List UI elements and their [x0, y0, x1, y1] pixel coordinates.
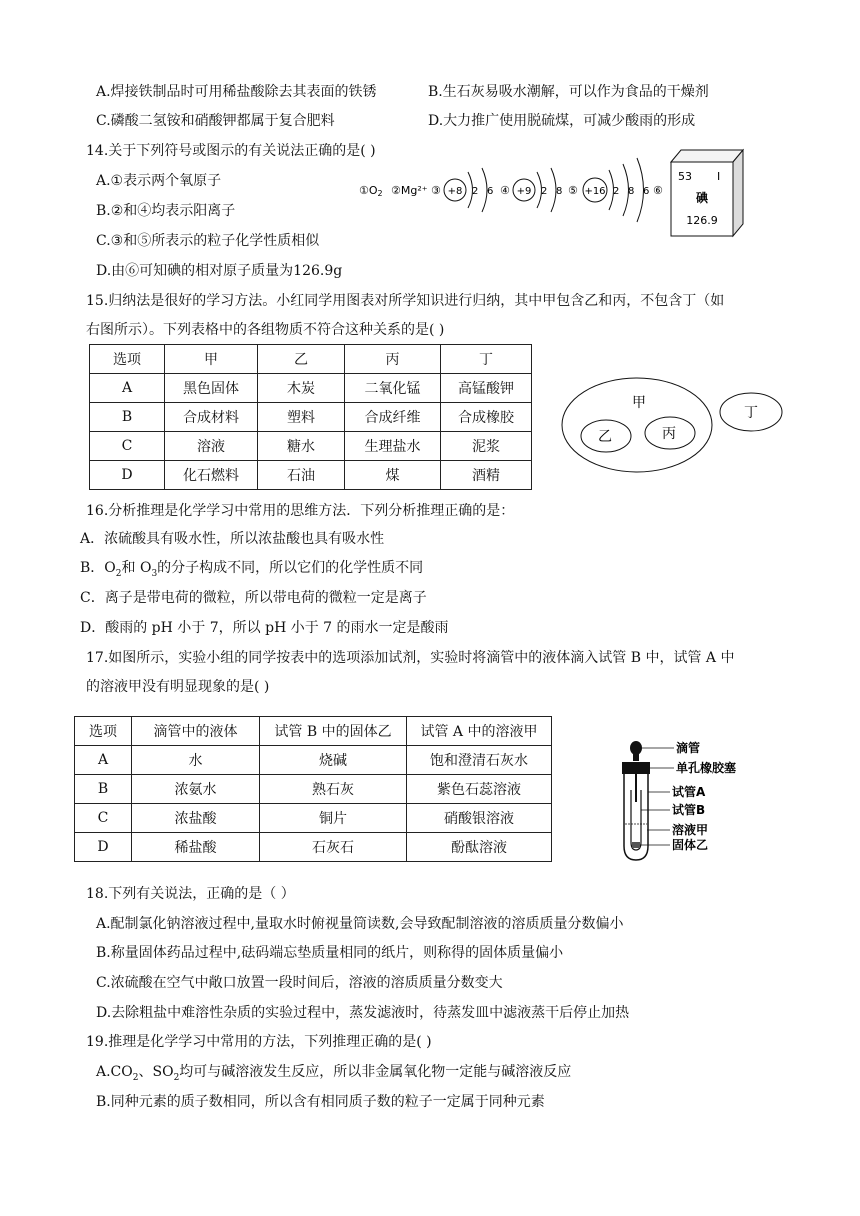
table-cell: 溶液 [165, 432, 258, 461]
header-cell: 试管 A 中的溶液甲 [407, 717, 552, 746]
nucleus-3-charge: +8 [447, 186, 463, 197]
table-cell: 二氧化锰 [345, 374, 441, 403]
set-bing-label: 丙 [662, 426, 676, 442]
electron-count: 6 [643, 186, 650, 197]
table-cell: 饱和澄清石灰水 [407, 746, 552, 775]
solid-yi [632, 842, 640, 848]
electron-count: 2 [613, 186, 620, 197]
table-cell: 合成材料 [165, 403, 258, 432]
q15-stem-line2: 右图所示）。下列表格中的各组物质不符合这种关系的是( ) [86, 322, 445, 338]
table-cell: 化石燃料 [165, 461, 258, 490]
table-row [90, 461, 532, 490]
table-cell: 酚酞溶液 [407, 833, 552, 862]
header-cell: 丙 [345, 345, 441, 374]
q18-stem: 18.下列有关说法，正确的是（ ） [86, 886, 295, 902]
nucleus-5-charge: +16 [584, 186, 606, 197]
q15-set-diagram [560, 370, 800, 480]
q16-option-d: D．酸雨的 pH 小于 7，所以 pH 小于 7 的雨水一定是酸雨 [80, 620, 449, 636]
symbol-3-label: ③ [431, 184, 441, 197]
set-ding-label: 丁 [744, 405, 758, 421]
table-cell: 稀盐酸 [132, 833, 260, 862]
table-cell: C [90, 432, 165, 461]
q14-option-c: C.③和⑤所表示的粒子化学性质相似 [96, 233, 320, 249]
header-cell: 乙 [258, 345, 345, 374]
electron-count: 6 [487, 186, 494, 197]
electron-count: 8 [556, 186, 563, 197]
table-header-row [75, 717, 552, 746]
q19-option-b: B.同种元素的质子数相同，所以含有相同质子数的粒子一定属于同种元素 [96, 1094, 545, 1110]
symbol-1: ①O2 [359, 184, 383, 198]
q16-option-a: A．浓硫酸具有吸水性，所以浓盐酸也具有吸水性 [80, 531, 385, 547]
q16-option-b: B．$O_2$和 $O_3$的分子构成不同，所以它们的化学性质不同 [80, 560, 424, 579]
atomic-number: 53 [678, 170, 692, 183]
table-cell: C [75, 804, 132, 833]
q15-table [89, 344, 532, 490]
q14-option-b: B.②和④均表示阳离子 [96, 203, 236, 219]
q17-stem-line2: 的溶液甲没有明显现象的是( ) [86, 679, 270, 695]
table-row [75, 746, 552, 775]
table-cell: 浓盐酸 [132, 804, 260, 833]
table-cell: 烧碱 [260, 746, 407, 775]
q17-apparatus [612, 738, 762, 864]
nucleus-4-charge: +9 [516, 186, 532, 197]
table-row [90, 403, 532, 432]
table-cell: 紫色石蕊溶液 [407, 775, 552, 804]
table-row [75, 833, 552, 862]
set-jia [562, 378, 712, 472]
q16-option-c: C．离子是带电荷的微粒，所以带电荷的微粒一定是离子 [80, 590, 427, 606]
set-yi-label: 乙 [598, 429, 612, 445]
table-cell: A [90, 374, 165, 403]
table-cell: A [75, 746, 132, 775]
q13-option-b: B.生石灰易吸水潮解，可以作为食品的干燥剂 [428, 84, 709, 100]
element-symbol: I [717, 170, 721, 183]
table-cell: 铜片 [260, 804, 407, 833]
q17-table [74, 716, 552, 862]
table-row [75, 775, 552, 804]
table-cell: 酒精 [441, 461, 532, 490]
table-cell: 熟石灰 [260, 775, 407, 804]
q14-option-a: A.①表示两个氧原子 [96, 173, 222, 189]
header-cell: 选项 [90, 345, 165, 374]
electron-count: 2 [541, 186, 548, 197]
dropper-bulb [630, 741, 642, 755]
header-cell: 丁 [441, 345, 532, 374]
label-tube-b: 试管B [672, 803, 706, 817]
rubber-stopper [622, 762, 650, 774]
q19-stem: 19.推理是化学学习中常用的方法，下列推理正确的是( ) [86, 1034, 432, 1050]
table-cell: B [75, 775, 132, 804]
q13-option-a: A.焊接铁制品时可用稀盐酸除去其表面的铁锈 [96, 84, 377, 100]
symbol-6-label: ⑥ [653, 184, 663, 197]
table-row [90, 432, 532, 461]
table-cell: D [75, 833, 132, 862]
q18-option-a: A.配制氯化钠溶液过程中,量取水时俯视量筒读数,会导致配制溶液的溶质质量分数偏小 [96, 916, 624, 932]
q16-stem: 16.分析推理是化学学习中常用的思维方法．下列分析推理正确的是： [86, 503, 515, 519]
table-row [75, 804, 552, 833]
element-name: 碘 [695, 191, 709, 205]
q15-stem-line1: 15.归纳法是很好的学习方法。小红同学用图表对所学知识进行归纳，其中甲包含乙和丙，不包含丁（如 [86, 293, 725, 309]
table-cell: 泥浆 [441, 432, 532, 461]
header-cell: 试管 B 中的固体乙 [260, 717, 407, 746]
electron-count: 8 [628, 186, 635, 197]
table-cell: 石灰石 [260, 833, 407, 862]
symbol-2: ②Mg²⁺ [391, 184, 428, 197]
table-cell: 硝酸银溶液 [407, 804, 552, 833]
label-stopper: 单孔橡胶塞 [676, 761, 737, 775]
table-cell: 塑料 [258, 403, 345, 432]
q13-option-d: D.大力推广使用脱硫煤，可减少酸雨的形成 [428, 113, 696, 129]
q18-option-d: D.去除粗盐中难溶性杂质的实验过程中，蒸发滤液时，待蒸发皿中滤液蒸干后停止加热 [96, 1005, 630, 1021]
table-cell: B [90, 403, 165, 432]
q18-option-b: B.称量固体药品过程中,砝码端忘垫质量相同的纸片，则称得的固体质量偏小 [96, 945, 564, 961]
label-solution-jia: 溶液甲 [672, 823, 709, 837]
table-cell: 生理盐水 [345, 432, 441, 461]
header-cell: 选项 [75, 717, 132, 746]
table-cell: 煤 [345, 461, 441, 490]
header-cell: 甲 [165, 345, 258, 374]
element-card [671, 150, 743, 236]
table-cell: 木炭 [258, 374, 345, 403]
table-cell: 高锰酸钾 [441, 374, 532, 403]
q14-stem: 14.关于下列符号或图示的有关说法正确的是( ) [86, 143, 376, 159]
atomic-mass: 126.9 [686, 214, 718, 227]
table-row [90, 374, 532, 403]
set-jia-label: 甲 [632, 395, 646, 411]
electron-count: 2 [472, 186, 479, 197]
table-cell: 黑色固体 [165, 374, 258, 403]
table-cell: 合成纤维 [345, 403, 441, 432]
table-cell: 水 [132, 746, 260, 775]
q14-figure [355, 140, 755, 240]
symbol-4-label: ④ [500, 184, 510, 197]
q17-stem-line1: 17.如图所示，实验小组的同学按表中的选项添加试剂，实验时将滴管中的液体滴入试管 B 中，试管 A 中 [86, 650, 735, 666]
table-cell: D [90, 461, 165, 490]
q13-option-c: C.磷酸二氢铵和硝酸钾都属于复合肥料 [96, 113, 335, 129]
symbol-5-label: ⑤ [568, 184, 578, 197]
table-cell: 合成橡胶 [441, 403, 532, 432]
label-dropper: 滴管 [676, 741, 701, 755]
label-solid-yi: 固体乙 [672, 838, 709, 852]
table-cell: 浓氨水 [132, 775, 260, 804]
label-tube-a: 试管A [672, 785, 706, 799]
q19-option-a: $A.CO_2$、$SO_2$均可与碱溶液发生反应，所以非金属氧化物一定能与碱溶液反应 [96, 1064, 572, 1083]
q18-option-c: C.浓硫酸在空气中敞口放置一段时间后，溶液的溶质质量分数变大 [96, 975, 503, 991]
header-cell: 滴管中的液体 [132, 717, 260, 746]
table-cell: 糖水 [258, 432, 345, 461]
table-cell: 石油 [258, 461, 345, 490]
q14-option-d: D.由⑥可知碘的相对原子质量为126.9g [96, 263, 343, 279]
table-header-row [90, 345, 532, 374]
